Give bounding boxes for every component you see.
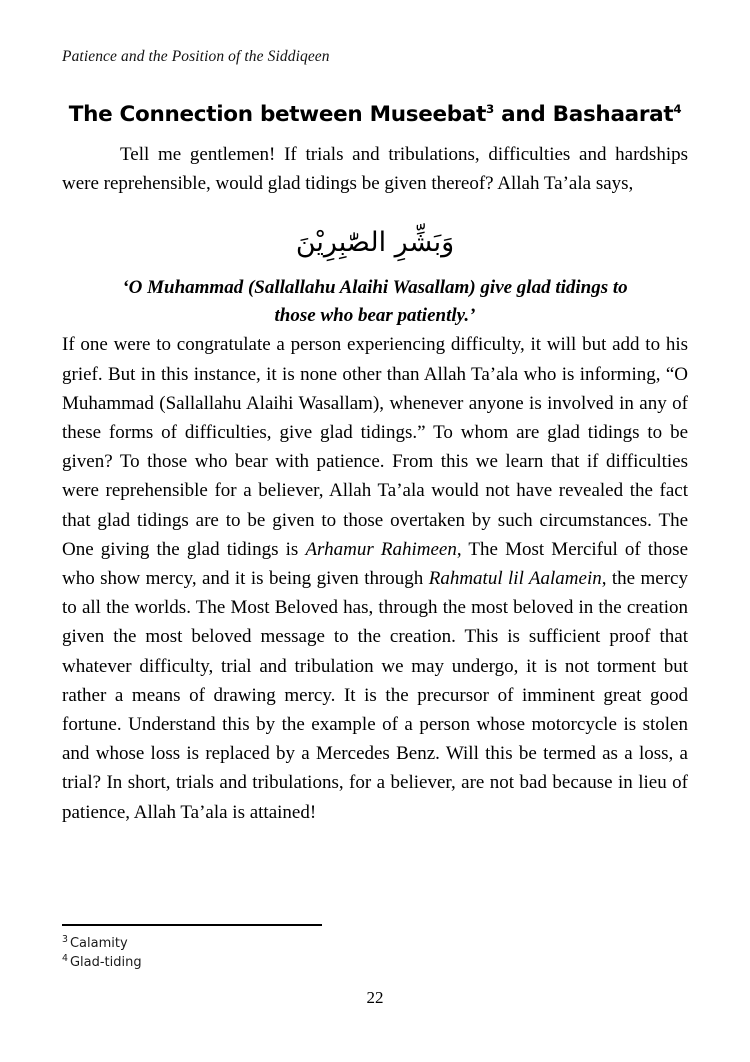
footnote-3 [62, 934, 688, 953]
footnote-text-4: Glad-tiding [69, 955, 142, 970]
page-title-footnote-marker-4: 4 [673, 102, 682, 117]
main-paragraph-segment-3: , the mercy to all the worlds. The Most Beloved has, through the most beloved in the creation given the most beloved message to the creation. This is sufficient proof that whatever difficulty, trial and tribulation we may undergo, it is not torment but rather a means of drawing mercy. It is the precursor of imminent great good fortune. Understand this by the example of a person whose motorcycle is stolen and whose loss is replaced by a Mercedes Benz. Will this be termed as a loss, a trial? In short, trials and tribulations, for a believer, are not bad because in lieu of patience, Allah Ta’ala is attained! [62, 568, 688, 823]
running-header: Patience and the Position of the Siddiqeen [62, 48, 330, 65]
emphasis-rahmatul-lil-aalamein: Rahmatul lil Aalamein [428, 568, 602, 590]
verse-translation-line-2: those who bear patiently.’ [274, 305, 476, 327]
footnote-4 [62, 953, 688, 972]
page-title-part-1: The Connection between Museebat [68, 102, 487, 128]
footnote-text-3: Calamity [69, 936, 128, 951]
page-title [62, 102, 688, 127]
arabic-verse: وَبَشِّرِ الصّٰبِرِيْنَ [295, 227, 455, 259]
footnote-area [62, 924, 688, 972]
verse-translation [62, 274, 688, 330]
page-title-part-2: and Bashaarat [493, 102, 674, 128]
footnote-marker-3: 3 [62, 933, 68, 945]
main-paragraph [62, 330, 688, 826]
emphasis-arhamur-rahimeen: Arhamur Rahimeen [305, 538, 457, 560]
main-paragraph-segment-1: If one were to congratulate a person experiencing difficulty, it will but add to his grief. But in this instance, it is none other than Allah Ta’ala who is informing, “O Muhammad (Sallallahu Alaihi Wasallam), whenever anyone is involved in any of these forms of difficulties, give glad tidings.” To whom are glad tidings to be given? To those who bear with patience. From this we learn that if difficulties were reprehensible for a believer, Allah Ta’ala would not have revealed the fact that glad tidings are to be given to those overtaken by such circumstances. The One giving the glad tidings is [62, 334, 688, 560]
intro-paragraph: Tell me gentlemen! If trials and tribulations, difficulties and hardships were reprehensible, would glad tidings be given thereof? Allah Ta’ala says, [62, 144, 688, 195]
footnote-separator-rule [62, 924, 322, 926]
page-title-footnote-marker-3: 3 [486, 102, 494, 117]
page-number: 22 [366, 988, 384, 1007]
verse-translation-line-1: ‘O Muhammad (Sallallahu Alaihi Wasallam) give glad tidings to [122, 277, 628, 299]
footnote-marker-4: 4 [62, 952, 68, 964]
main-paragraph-segment-2: , The Most Merciful of those who show mercy, and it is being given through [62, 538, 689, 590]
body-column [62, 140, 688, 827]
